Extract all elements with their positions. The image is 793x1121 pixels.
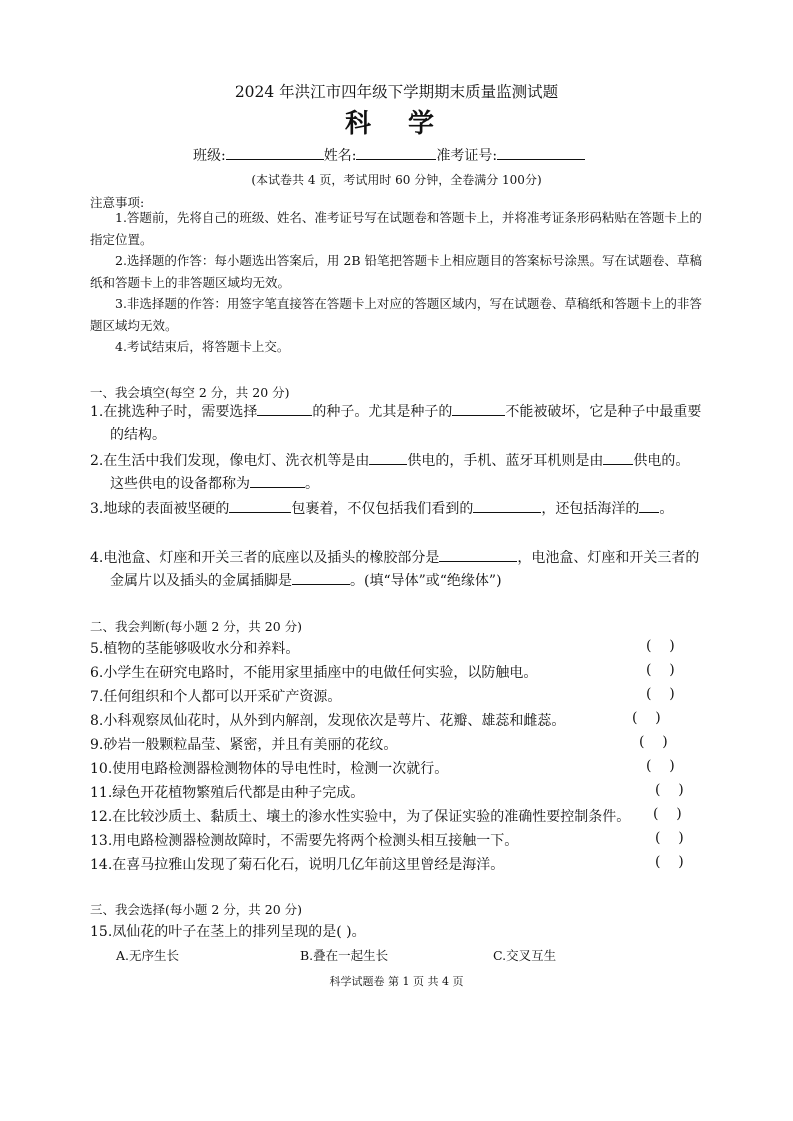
judge-item: 14.在喜马拉雅山发现了菊石化石，说明几亿年前这里曾经是海洋。 <box>90 857 505 873</box>
name-blank <box>356 145 436 160</box>
q1-blank-1 <box>257 403 312 416</box>
option-b: B.叠在一起生长 <box>300 948 389 963</box>
class-label: 班级: <box>193 148 226 164</box>
note-item: 2.选择题的作答：每小题选出答案后，用 2B 铅笔把答题卡上相应题目的答案标号涂黑。写在试题卷、草稿纸和答题卡上的非答题区域均无效。 <box>90 253 703 290</box>
judge-item: 5.植物的茎能够吸收水分和养料。 <box>90 641 300 657</box>
q3-text-c: ，还包括海洋的 <box>541 501 640 517</box>
q1-blank-2 <box>452 403 505 416</box>
q1-text-b: 的种子。尤其是种子的 <box>312 404 453 420</box>
note-item: 1.答题前，先将自己的班级、姓名、准考证号写在试题卷和答题卡上，并将准考证条形码粘贴在答题卡上的指定位置。 <box>90 210 702 247</box>
q3-text-a: 3.地球的表面被坚硬的 <box>90 501 230 517</box>
question-2 <box>90 450 702 496</box>
q2-blank-1 <box>369 452 407 465</box>
subject-heading: 科 学 <box>344 109 449 139</box>
q4-blank-1 <box>439 549 517 562</box>
q1-text-c: 不能被破坏，它是种子中最重要的结构。 <box>110 404 702 443</box>
exam-title: 2024 年洪江市四年级下学期期末质量监测试题 <box>234 83 559 101</box>
question-15: 15.凤仙花的叶子在茎上的排列呈现的是( )。 <box>90 924 366 940</box>
q3-blank-3 <box>639 500 659 513</box>
q1-text-a: 1.在挑选种子时，需要选择 <box>90 404 258 420</box>
class-blank <box>226 145 324 160</box>
exam-note: (本试卷共 4 页，考试用时 60 分钟，全卷满分 100分) <box>251 173 542 187</box>
judge-item: 9.砂岩一般颗粒晶莹、紧密，并且有美丽的花纹。 <box>90 737 398 753</box>
answer-paren: ( ) <box>653 806 682 822</box>
q4-text-c: 。(填“导体”或“绝缘体”) <box>350 573 502 589</box>
question-1 <box>90 401 702 447</box>
answer-paren: ( ) <box>646 662 675 678</box>
notes-heading: 注意事项: <box>90 195 145 210</box>
judge-item: 10.使用电路检测器检测物体的导电性时，检测一次就行。 <box>90 761 449 777</box>
student-info-line <box>193 145 585 165</box>
q2-text-c: 供电的。这些供电的设备都称为 <box>110 453 690 492</box>
section2-title: 二、我会判断(每小题 2 分，共 20 分) <box>90 619 303 634</box>
q2-text-b: 供电的，手机、蓝牙耳机则是由 <box>407 453 604 469</box>
q2-text-d: 。 <box>305 476 319 492</box>
q3-text-b: 包裹着，不仅包括我们看到的 <box>291 501 474 517</box>
section3-title: 三、我会选择(每小题 2 分，共 20 分) <box>90 902 303 917</box>
judge-item: 6.小学生在研究电路时，不能用家里插座中的电做任何实验，以防触电。 <box>90 665 538 681</box>
judge-item: 8.小科观察凤仙花时，从外到内解剖，发现依次是萼片、花瓣、雄蕊和雌蕊。 <box>90 713 566 729</box>
q3-blank-1 <box>229 500 291 513</box>
judge-item: 12.在比较沙质土、黏质土、壤土的渗水性实验中，为了保证实验的准确性要控制条件。 <box>90 809 631 825</box>
name-label: 姓名: <box>323 148 357 164</box>
ticket-blank <box>497 145 585 160</box>
q2-blank-3 <box>250 475 305 488</box>
q3-text-d: 。 <box>659 501 674 517</box>
answer-paren: ( ) <box>639 734 668 750</box>
page-footer: 科学试题卷 第 1 页 共 4 页 <box>329 975 464 988</box>
answer-paren: ( ) <box>655 854 684 870</box>
answer-paren: ( ) <box>646 758 675 774</box>
q2-text-a: 2.在生活中我们发现，像电灯、洗衣机等是由 <box>90 453 370 469</box>
note-item: 3.非选择题的作答：用签字笔直接答在答题卡上对应的答题区域内，写在试题卷、草稿纸和答题卡上的非答题区域均无效。 <box>90 296 702 333</box>
question-3 <box>90 498 702 521</box>
answer-paren: ( ) <box>646 638 675 654</box>
option-a: A.无序生长 <box>116 948 180 963</box>
answer-paren: ( ) <box>655 782 684 798</box>
answer-paren: ( ) <box>655 830 684 846</box>
judge-item: 7.任何组织和个人都可以开采矿产资源。 <box>90 689 342 705</box>
section1-title: 一、我会填空(每空 2 分，共 20 分) <box>90 385 290 400</box>
q4-text-a: 4.电池盒、灯座和开关三者的底座以及插头的橡胶部分是 <box>90 550 440 566</box>
question-4 <box>90 547 702 593</box>
q4-text-b: ，电池盒、灯座和开关三者的金属片以及插头的金属插脚是 <box>110 550 700 589</box>
ticket-label: 准考证号: <box>436 148 498 164</box>
q3-blank-2 <box>473 500 541 513</box>
q2-blank-2 <box>603 452 633 465</box>
answer-paren: ( ) <box>646 686 675 702</box>
judge-item: 13.用电路检测器检测故障时，不需要先将两个检测头相互接触一下。 <box>90 833 519 849</box>
q4-blank-2 <box>292 572 350 585</box>
note-item: 4.考试结束后，将答题卡上交。 <box>115 339 290 354</box>
option-c: C.交叉互生 <box>493 948 557 963</box>
judge-item: 11.绿色开花植物繁殖后代都是由种子完成。 <box>90 785 365 801</box>
answer-paren: ( ) <box>632 710 661 726</box>
